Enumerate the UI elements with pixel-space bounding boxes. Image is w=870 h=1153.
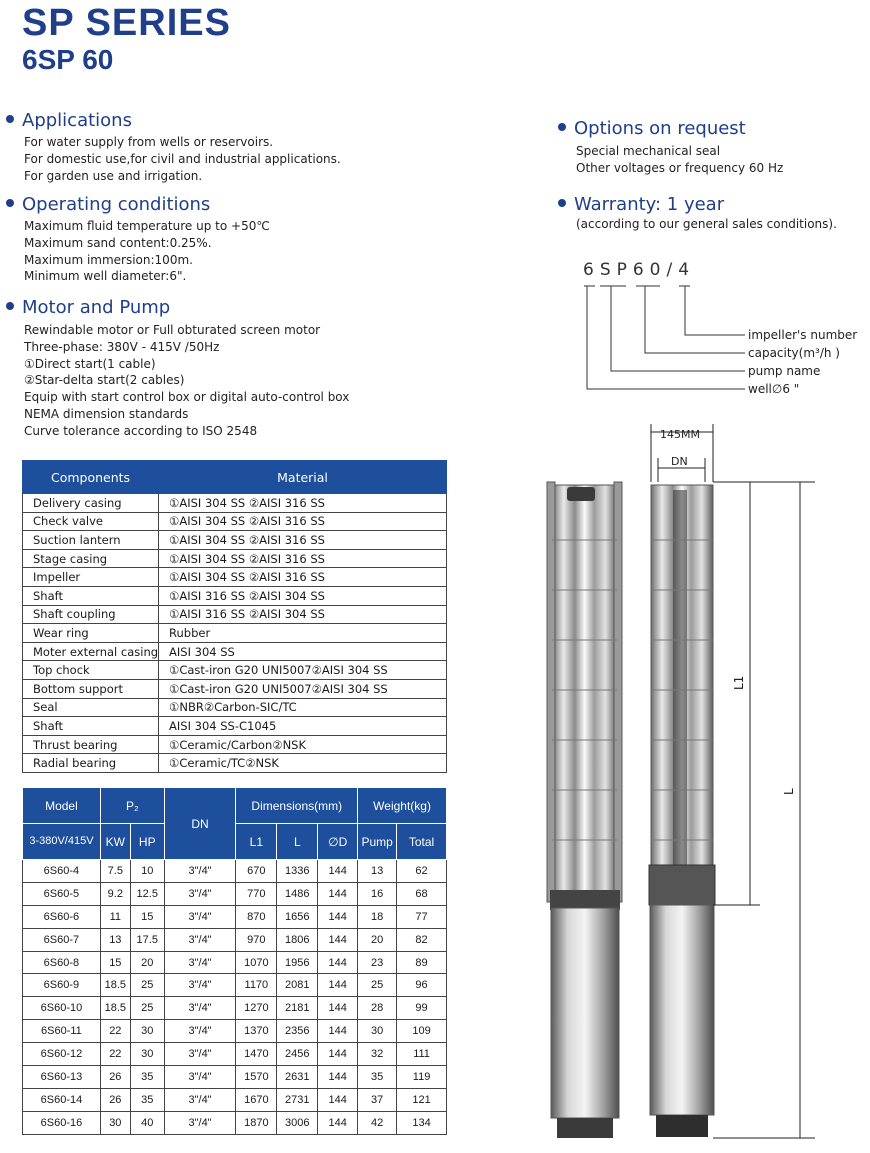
- kw-cell: 13: [100, 928, 130, 951]
- hp-cell: 40: [130, 1111, 164, 1134]
- hp-cell: 35: [130, 1066, 164, 1089]
- d-cell: 144: [318, 997, 358, 1020]
- l-cell: 1806: [277, 928, 318, 951]
- kw-cell: 26: [100, 1088, 130, 1111]
- l1-cell: 1170: [236, 974, 277, 997]
- kw-cell: 18.5: [100, 974, 130, 997]
- model-cell: 6S60-16: [23, 1111, 101, 1134]
- component-cell: Check valve: [23, 512, 159, 531]
- total-weight-cell: 68: [397, 882, 447, 905]
- d-cell: 144: [318, 1066, 358, 1089]
- model-cell: 6S60-12: [23, 1043, 101, 1066]
- dn-cell: 3"/4": [164, 1020, 236, 1043]
- pump-weight-cell: 37: [358, 1088, 397, 1111]
- pump-weight-cell: 16: [358, 882, 397, 905]
- l-cell: 1486: [277, 882, 318, 905]
- kw-cell: 18.5: [100, 997, 130, 1020]
- table-row: [23, 568, 447, 587]
- table-row: [23, 882, 447, 905]
- hp-cell: 35: [130, 1088, 164, 1111]
- material-cell: ①AISI 316 SS ②AISI 304 SS: [159, 605, 447, 624]
- pump-weight-cell: 25: [358, 974, 397, 997]
- material-cell: ①AISI 304 SS ②AISI 316 SS: [159, 549, 447, 568]
- pump-weight-cell: 20: [358, 928, 397, 951]
- spec-header-p2: P₂: [100, 788, 164, 824]
- l1-cell: 770: [236, 882, 277, 905]
- table-row: [23, 905, 447, 928]
- dn-cell: 3"/4": [164, 1111, 236, 1134]
- width-label: 145MM: [660, 428, 700, 441]
- dn-cell: 3"/4": [164, 928, 236, 951]
- l1-cell: 1670: [236, 1088, 277, 1111]
- series-title: SP SERIES: [22, 2, 231, 44]
- pump-weight-cell: 35: [358, 1066, 397, 1089]
- material-cell: AISI 304 SS-C1045: [159, 717, 447, 736]
- component-cell: Thrust bearing: [23, 735, 159, 754]
- materials-header-components: Components: [23, 461, 159, 494]
- kw-cell: 15: [100, 951, 130, 974]
- l1-cell: 1370: [236, 1020, 277, 1043]
- options-text: Special mechanical seal Other voltages or frequency 60 Hz: [576, 144, 784, 175]
- total-weight-cell: 96: [397, 974, 447, 997]
- hp-cell: 15: [130, 905, 164, 928]
- component-cell: Shaft: [23, 717, 159, 736]
- table-row: [23, 754, 447, 773]
- component-cell: Top chock: [23, 661, 159, 680]
- motor-pump-text: Rewindable motor or Full obturated screen motor Three-phase: 380V - 415V /50Hz ①Direct start(1 cable) ②Star-delta start(2 cables) Equip with start control box or digital auto-control box NEMA dimension standards Curve tolerance according to ISO 2548: [24, 323, 350, 438]
- code-label-well: well∅6 ": [748, 382, 800, 396]
- d-cell: 144: [318, 951, 358, 974]
- d-cell: 144: [318, 1020, 358, 1043]
- table-row: [23, 717, 447, 736]
- material-cell: ①Cast-iron G20 UNI5007②AISI 304 SS: [159, 661, 447, 680]
- table-row: [23, 997, 447, 1020]
- table-row: [23, 642, 447, 661]
- model-code: 6SP60/4: [583, 260, 696, 280]
- component-cell: Delivery casing: [23, 494, 159, 513]
- material-cell: AISI 304 SS: [159, 642, 447, 661]
- table-row: [23, 1020, 447, 1043]
- dn-cell: 3"/4": [164, 905, 236, 928]
- model-cell: 6S60-4: [23, 860, 101, 883]
- spec-header-model: Model: [23, 788, 101, 824]
- l-cell: 1956: [277, 951, 318, 974]
- dn-cell: 3"/4": [164, 860, 236, 883]
- spec-header-voltage: 3-380V/415V: [23, 824, 101, 860]
- pump-weight-cell: 30: [358, 1020, 397, 1043]
- component-cell: Impeller: [23, 568, 159, 587]
- pump-front-view: [649, 485, 715, 1137]
- bullet-icon: [558, 123, 566, 131]
- model-cell: 6S60-9: [23, 974, 101, 997]
- options-heading: Options on request: [558, 118, 746, 139]
- spec-header-l: L: [277, 824, 318, 860]
- model-title: 6SP 60: [22, 44, 114, 75]
- d-cell: 144: [318, 1088, 358, 1111]
- l1-cell: 1270: [236, 997, 277, 1020]
- l1-cell: 970: [236, 928, 277, 951]
- pump-weight-cell: 32: [358, 1043, 397, 1066]
- l-cell: 2081: [277, 974, 318, 997]
- pump-weight-cell: 28: [358, 997, 397, 1020]
- bullet-icon: [558, 199, 566, 207]
- material-cell: ①NBR②Carbon-SIC/TC: [159, 698, 447, 717]
- material-cell: ①Ceramic/TC②NSK: [159, 754, 447, 773]
- dn-cell: 3"/4": [164, 882, 236, 905]
- total-weight-cell: 89: [397, 951, 447, 974]
- table-row: [23, 1111, 447, 1134]
- dn-cell: 3"/4": [164, 1088, 236, 1111]
- spec-table: [22, 787, 447, 1135]
- table-row: [23, 1043, 447, 1066]
- l1-label: L1: [732, 675, 746, 690]
- table-row: [23, 586, 447, 605]
- component-cell: Shaft coupling: [23, 605, 159, 624]
- table-row: [23, 698, 447, 717]
- table-row: [23, 512, 447, 531]
- l1-cell: 1470: [236, 1043, 277, 1066]
- model-cell: 6S60-13: [23, 1066, 101, 1089]
- table-row: [23, 735, 447, 754]
- d-cell: 144: [318, 1111, 358, 1134]
- model-cell: 6S60-14: [23, 1088, 101, 1111]
- kw-cell: 22: [100, 1043, 130, 1066]
- pump-weight-cell: 23: [358, 951, 397, 974]
- d-cell: 144: [318, 882, 358, 905]
- model-cell: 6S60-11: [23, 1020, 101, 1043]
- spec-header-dimensions: Dimensions(mm): [236, 788, 358, 824]
- model-cell: 6S60-8: [23, 951, 101, 974]
- l1-cell: 1070: [236, 951, 277, 974]
- l-cell: 2731: [277, 1088, 318, 1111]
- model-cell: 6S60-5: [23, 882, 101, 905]
- table-row: [23, 531, 447, 550]
- materials-table: [22, 460, 447, 773]
- bullet-icon: [6, 199, 14, 207]
- code-label-pump-name: pump name: [748, 364, 821, 378]
- code-label-capacity: capacity(m³/h ): [748, 346, 840, 360]
- spec-header-hp: HP: [130, 824, 164, 860]
- kw-cell: 11: [100, 905, 130, 928]
- spec-header-weight: Weight(kg): [358, 788, 447, 824]
- material-cell: ①AISI 316 SS ②AISI 304 SS: [159, 586, 447, 605]
- table-row: [23, 1066, 447, 1089]
- material-cell: ①AISI 304 SS ②AISI 316 SS: [159, 494, 447, 513]
- kw-cell: 9.2: [100, 882, 130, 905]
- l-cell: 1656: [277, 905, 318, 928]
- component-cell: Stage casing: [23, 549, 159, 568]
- l-cell: 3006: [277, 1111, 318, 1134]
- pump-drawing: [515, 420, 865, 1150]
- total-weight-cell: 82: [397, 928, 447, 951]
- table-row: [23, 928, 447, 951]
- dn-cell: 3"/4": [164, 951, 236, 974]
- d-cell: 144: [318, 860, 358, 883]
- hp-cell: 30: [130, 1020, 164, 1043]
- d-cell: 144: [318, 905, 358, 928]
- operating-text: Maximum fluid temperature up to +50℃ Maximum sand content:0.25%. Maximum immersion:100m. Minimum well diameter:6".: [24, 219, 270, 284]
- material-cell: ①AISI 304 SS ②AISI 316 SS: [159, 568, 447, 587]
- kw-cell: 7.5: [100, 860, 130, 883]
- total-weight-cell: 119: [397, 1066, 447, 1089]
- hp-cell: 17.5: [130, 928, 164, 951]
- component-cell: Suction lantern: [23, 531, 159, 550]
- pump-weight-cell: 13: [358, 860, 397, 883]
- spec-header-pump: Pump: [358, 824, 397, 860]
- table-row: [23, 679, 447, 698]
- hp-cell: 30: [130, 1043, 164, 1066]
- material-cell: Rubber: [159, 624, 447, 643]
- material-cell: ①AISI 304 SS ②AISI 316 SS: [159, 531, 447, 550]
- component-cell: Seal: [23, 698, 159, 717]
- material-cell: ①Ceramic/Carbon②NSK: [159, 735, 447, 754]
- spec-header-total: Total: [397, 824, 447, 860]
- pump-side-view: [547, 482, 622, 1138]
- component-cell: Wear ring: [23, 624, 159, 643]
- l1-cell: 670: [236, 860, 277, 883]
- hp-cell: 10: [130, 860, 164, 883]
- d-cell: 144: [318, 974, 358, 997]
- d-cell: 144: [318, 928, 358, 951]
- component-cell: Shaft: [23, 586, 159, 605]
- model-cell: 6S60-6: [23, 905, 101, 928]
- component-cell: Moter external casing: [23, 642, 159, 661]
- total-weight-cell: 121: [397, 1088, 447, 1111]
- table-row: [23, 494, 447, 513]
- bullet-icon: [6, 115, 14, 123]
- component-cell: Radial bearing: [23, 754, 159, 773]
- hp-cell: 12.5: [130, 882, 164, 905]
- spec-header-kw: KW: [100, 824, 130, 860]
- spec-header-l1: L1: [236, 824, 277, 860]
- table-row: [23, 624, 447, 643]
- total-weight-cell: 62: [397, 860, 447, 883]
- operating-heading: Operating conditions: [6, 194, 210, 215]
- l1-cell: 1870: [236, 1111, 277, 1134]
- component-cell: Bottom support: [23, 679, 159, 698]
- dn-cell: 3"/4": [164, 1066, 236, 1089]
- total-weight-cell: 99: [397, 997, 447, 1020]
- model-cell: 6S60-10: [23, 997, 101, 1020]
- l-label: L: [782, 788, 796, 795]
- total-weight-cell: 134: [397, 1111, 447, 1134]
- hp-cell: 25: [130, 997, 164, 1020]
- kw-cell: 22: [100, 1020, 130, 1043]
- code-label-impeller: impeller's number: [748, 328, 858, 342]
- material-cell: ①Cast-iron G20 UNI5007②AISI 304 SS: [159, 679, 447, 698]
- total-weight-cell: 109: [397, 1020, 447, 1043]
- dn-cell: 3"/4": [164, 1043, 236, 1066]
- hp-cell: 25: [130, 974, 164, 997]
- dn-cell: 3"/4": [164, 974, 236, 997]
- l-cell: 2456: [277, 1043, 318, 1066]
- warranty-note: (according to our general sales conditions).: [576, 217, 837, 231]
- dn-label: DN: [671, 455, 688, 468]
- applications-text: For water supply from wells or reservoirs. For domestic use,for civil and industrial applications. For garden use and irrigation.: [24, 135, 341, 183]
- pump-weight-cell: 42: [358, 1111, 397, 1134]
- hp-cell: 20: [130, 951, 164, 974]
- spec-header-d: ∅D: [318, 824, 358, 860]
- l1-cell: 1570: [236, 1066, 277, 1089]
- total-weight-cell: 77: [397, 905, 447, 928]
- kw-cell: 30: [100, 1111, 130, 1134]
- l-cell: 2356: [277, 1020, 318, 1043]
- d-cell: 144: [318, 1043, 358, 1066]
- l-cell: 2181: [277, 997, 318, 1020]
- total-weight-cell: 111: [397, 1043, 447, 1066]
- table-row: [23, 605, 447, 624]
- table-row: [23, 951, 447, 974]
- table-row: [23, 974, 447, 997]
- warranty-heading: Warranty: 1 year: [558, 194, 724, 215]
- bullet-icon: [6, 302, 14, 310]
- dn-cell: 3"/4": [164, 997, 236, 1020]
- spec-header-dn: DN: [164, 788, 236, 860]
- motor-pump-heading: Motor and Pump: [6, 297, 170, 318]
- model-cell: 6S60-7: [23, 928, 101, 951]
- l1-cell: 870: [236, 905, 277, 928]
- table-row: [23, 549, 447, 568]
- materials-header-material: Material: [159, 461, 447, 494]
- table-row: [23, 661, 447, 680]
- kw-cell: 26: [100, 1066, 130, 1089]
- applications-heading: Applications: [6, 110, 132, 131]
- pump-weight-cell: 18: [358, 905, 397, 928]
- material-cell: ①AISI 304 SS ②AISI 316 SS: [159, 512, 447, 531]
- table-row: [23, 860, 447, 883]
- table-row: [23, 1088, 447, 1111]
- l-cell: 1336: [277, 860, 318, 883]
- l-cell: 2631: [277, 1066, 318, 1089]
